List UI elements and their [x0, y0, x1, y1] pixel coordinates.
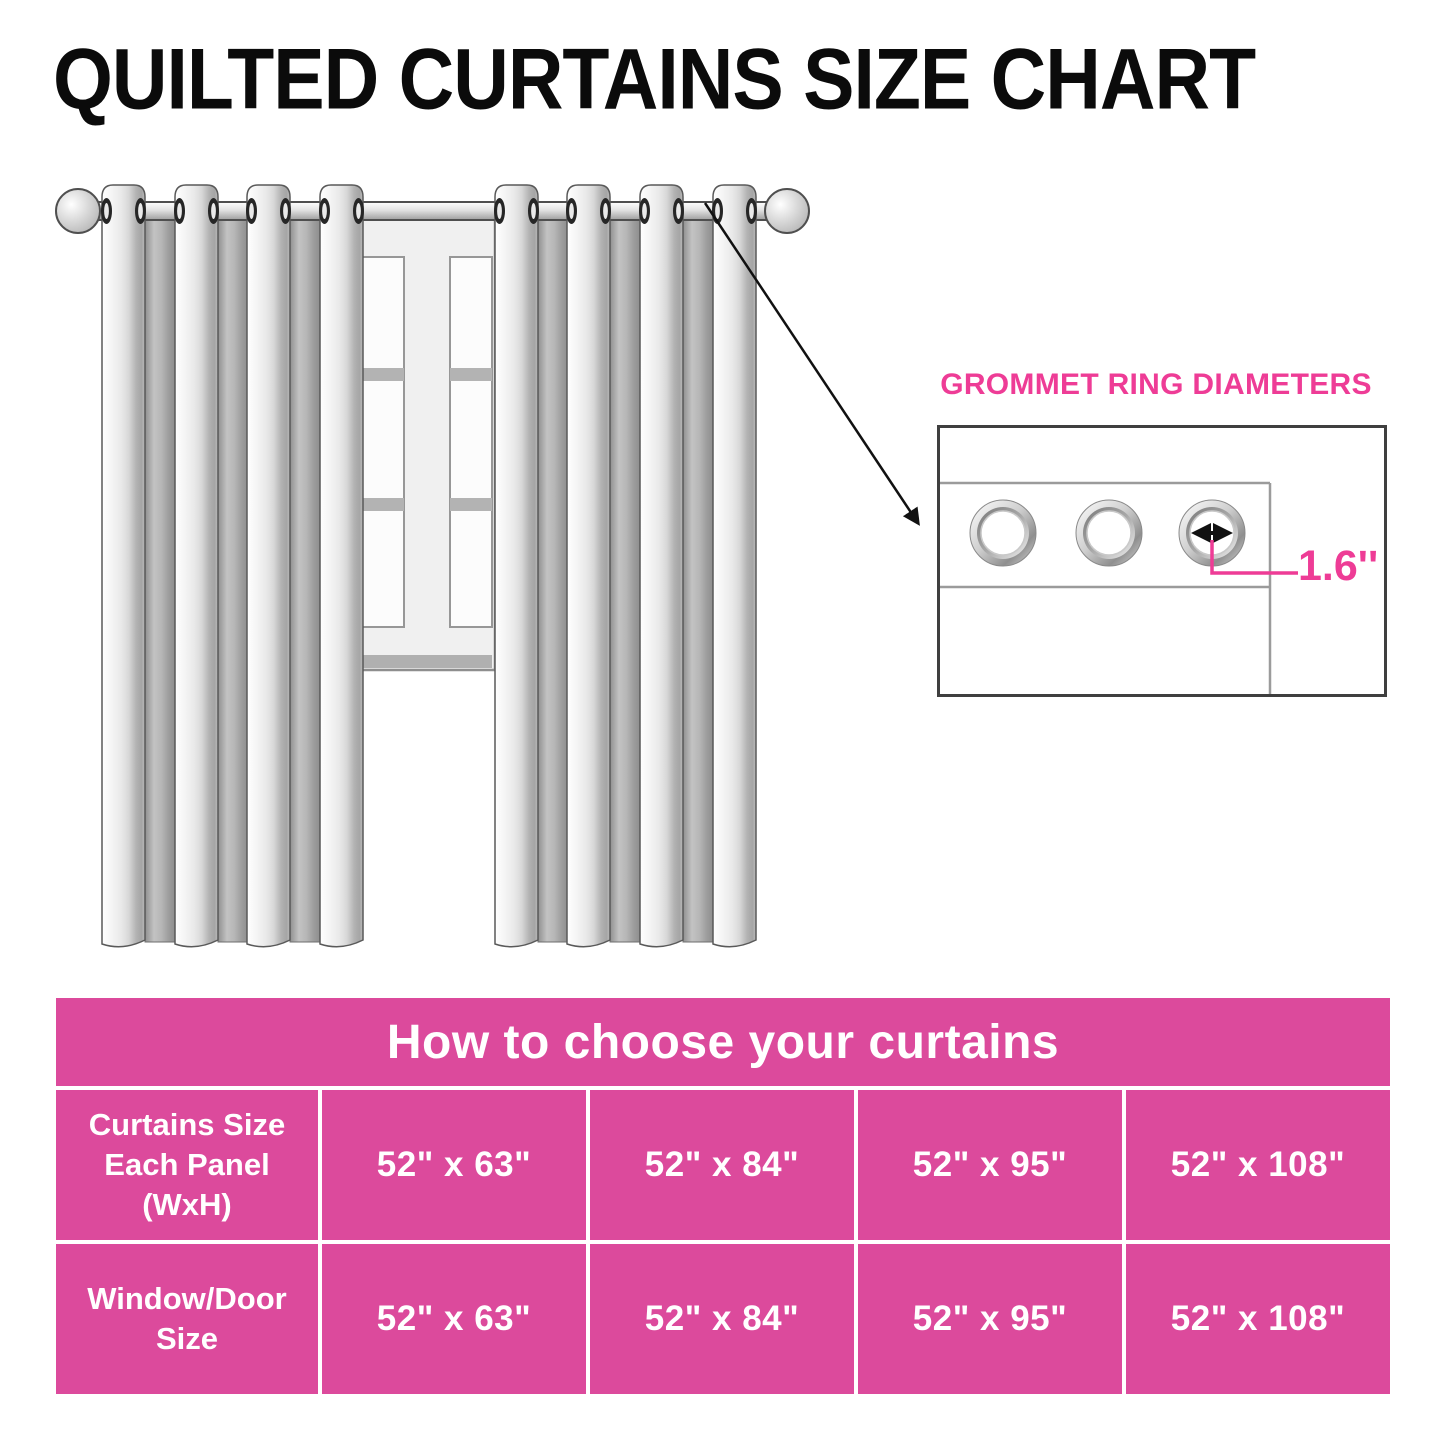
- size-cell: 52" x 108": [1126, 1244, 1390, 1394]
- table-header: How to choose your curtains: [56, 998, 1390, 1086]
- grommet-ring: [970, 500, 1036, 566]
- grommet-diameter-value: 1.6'': [1298, 542, 1379, 590]
- size-cell: 52" x 63": [322, 1244, 586, 1394]
- size-cell: 52" x 84": [590, 1090, 854, 1240]
- curtain-pleat: [246, 185, 291, 947]
- right-curtain-panel-folds: [538, 220, 713, 942]
- grommet-section-heading: GROMMET RING DIAMETERS: [940, 368, 1372, 401]
- curtain-pleat: [319, 185, 364, 947]
- size-cell: 52" x 108": [1126, 1090, 1390, 1240]
- curtain-pleat: [174, 185, 219, 947]
- curtain-pleat: [101, 185, 146, 947]
- grommet-ring: [1076, 500, 1142, 566]
- window-illustration: [355, 213, 495, 670]
- curtain-pleat: [639, 185, 684, 947]
- left-curtain-panel-folds: [145, 220, 320, 942]
- curtain-pleat: [566, 185, 611, 947]
- size-cell: 52" x 84": [590, 1244, 854, 1394]
- page-title: QUILTED CURTAINS SIZE CHART: [53, 31, 1256, 128]
- size-table: [56, 998, 1390, 1394]
- size-cell: 52" x 63": [322, 1090, 586, 1240]
- row-header-window-door-size: Window/Door Size: [56, 1244, 318, 1394]
- size-cell: 52" x 95": [858, 1244, 1122, 1394]
- row-header-curtains-size: Curtains Size Each Panel (WxH): [56, 1090, 318, 1240]
- rod-finial-left: [56, 189, 100, 233]
- size-cell: 52" x 95": [858, 1090, 1122, 1240]
- rod-finial-right: [765, 189, 809, 233]
- curtain-illustration: [40, 150, 945, 1000]
- curtain-pleat: [494, 185, 539, 947]
- curtain-pleat: [712, 185, 757, 947]
